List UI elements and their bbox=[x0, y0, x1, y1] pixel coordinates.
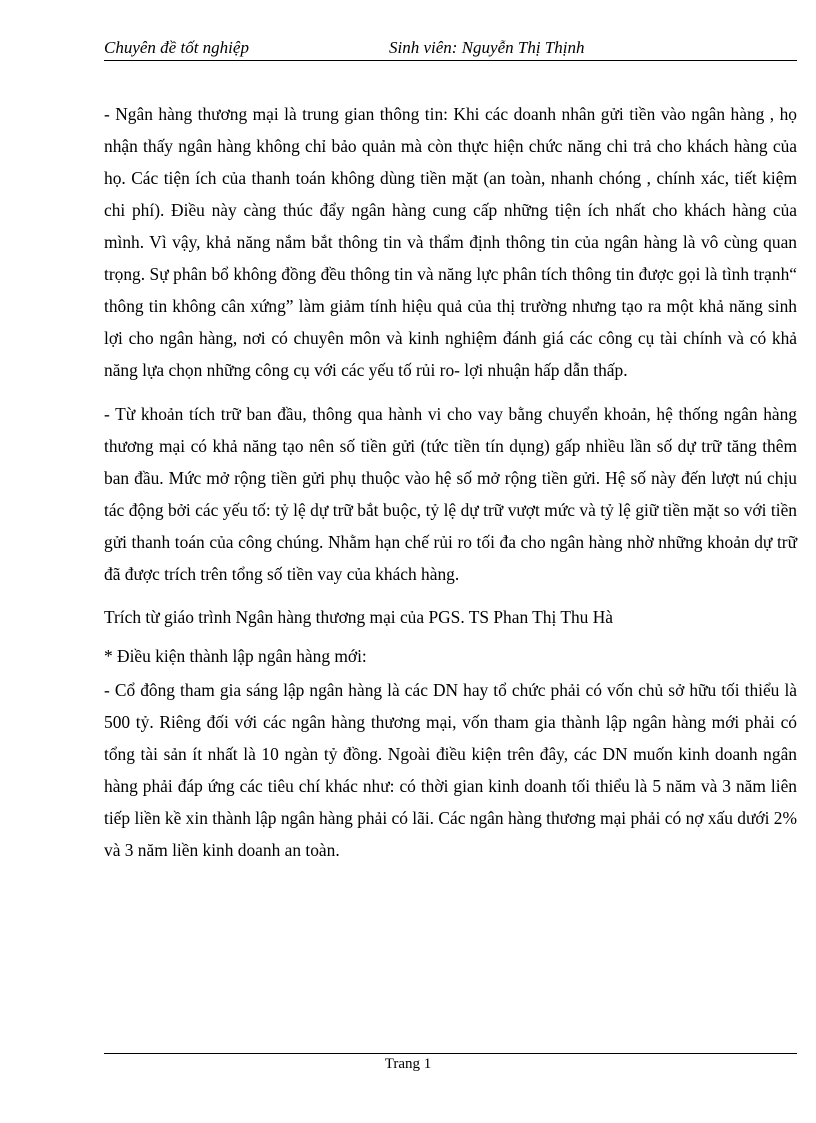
page-header bbox=[104, 36, 797, 61]
paragraph-deposit-creation: - Từ khoản tích trữ ban đầu, thông qua hành vi cho vay bằng chuyển khoản, hệ thống ngân hàng thương mại có khả năng tạo nên số tiền gửi (tức tiền tín dụng) gấp nhiều lần số dự trữ tăng thêm ban đầu. Mức mở rộng tiền gửi phụ thuộc vào hệ số mở rộng tiền gửi. Hệ số này đến lượt nú chịu tác động bởi các yếu tố: tỷ lệ dự trữ bắt buộc, tỷ lệ dự trữ vượt mức và tỷ lệ giữ tiền mặt so với tiền gửi thanh toán của công chúng. Nhằm hạn chế rủi ro tối đa cho ngân hàng nhờ những khoản dự trữ đã được trích trên tổng số tiền vay của khách hàng. bbox=[104, 404, 797, 584]
paragraph-citation: Trích từ giáo trình Ngân hàng thương mại của PGS. TS Phan Thị Thu Hà bbox=[104, 607, 614, 627]
header-student-name: Sinh viên: Nguyễn Thị Thịnh bbox=[389, 38, 585, 57]
section-heading-conditions: * Điều kiện thành lập ngân hàng mới: bbox=[104, 646, 367, 666]
paragraph-conditions: - Cổ đông tham gia sáng lập ngân hàng là các DN hay tổ chức phải có vốn chủ sở hữu tối thiểu là 500 tỷ. Riêng đối với các ngân hàng thương mại, vốn tham gia thành lập ngân hàng mới phải có tổng tài sản ít nhất là 10 ngàn tỷ đồng. Ngoài điều kiện trên đây, các DN muốn kinh doanh ngân hàng phải đáp ứng các tiêu chí khác như: có thời gian kinh doanh tối thiểu là 5 năm và 3 năm liên tiếp liền kề xin thành lập ngân hàng phải có lãi. Các ngân hàng thương mại phải có nợ xấu dưới 2% và 3 năm liền kinh doanh an toàn. bbox=[104, 680, 797, 860]
document-body bbox=[104, 98, 797, 866]
header-course-title: Chuyên đề tốt nghiệp bbox=[104, 38, 249, 57]
paragraph-information-intermediary: - Ngân hàng thương mại là trung gian thông tin: Khi các doanh nhân gửi tiền vào ngân hàng , họ nhận thấy ngân hàng không chỉ bảo quản mà còn thực hiện chức năng chi trả cho khách hàng của họ. Các tiện ích của thanh toán không dùng tiền mặt (an toàn, nhanh chóng , chính xác, tiết kiệm chi phí). Điều này càng thúc đẩy ngân hàng cung cấp những tiện ích nhất cho khách hàng của mình. Vì vậy, khả năng nắm bắt thông tin và thẩm định thông tin của ngân hàng là vô cùng quan trọng. Sự phân bổ không đồng đều thông tin và năng lực phân tích thông tin được gọi là tình trạnh“ thông tin không cân xứng” làm giảm tính hiệu quả của thị trường nhưng tạo ra một khả năng sinh lợi cho ngân hàng, nơi có chuyên môn và kinh nghiệm đánh giá các công cụ tài chính và có khả năng lựa chọn những công cụ với các yếu tố rủi ro- lợi nhuận hấp dẫn thấp. bbox=[104, 104, 797, 380]
footer-divider bbox=[104, 1053, 797, 1054]
page-number: Trang 1 bbox=[384, 1056, 432, 1072]
